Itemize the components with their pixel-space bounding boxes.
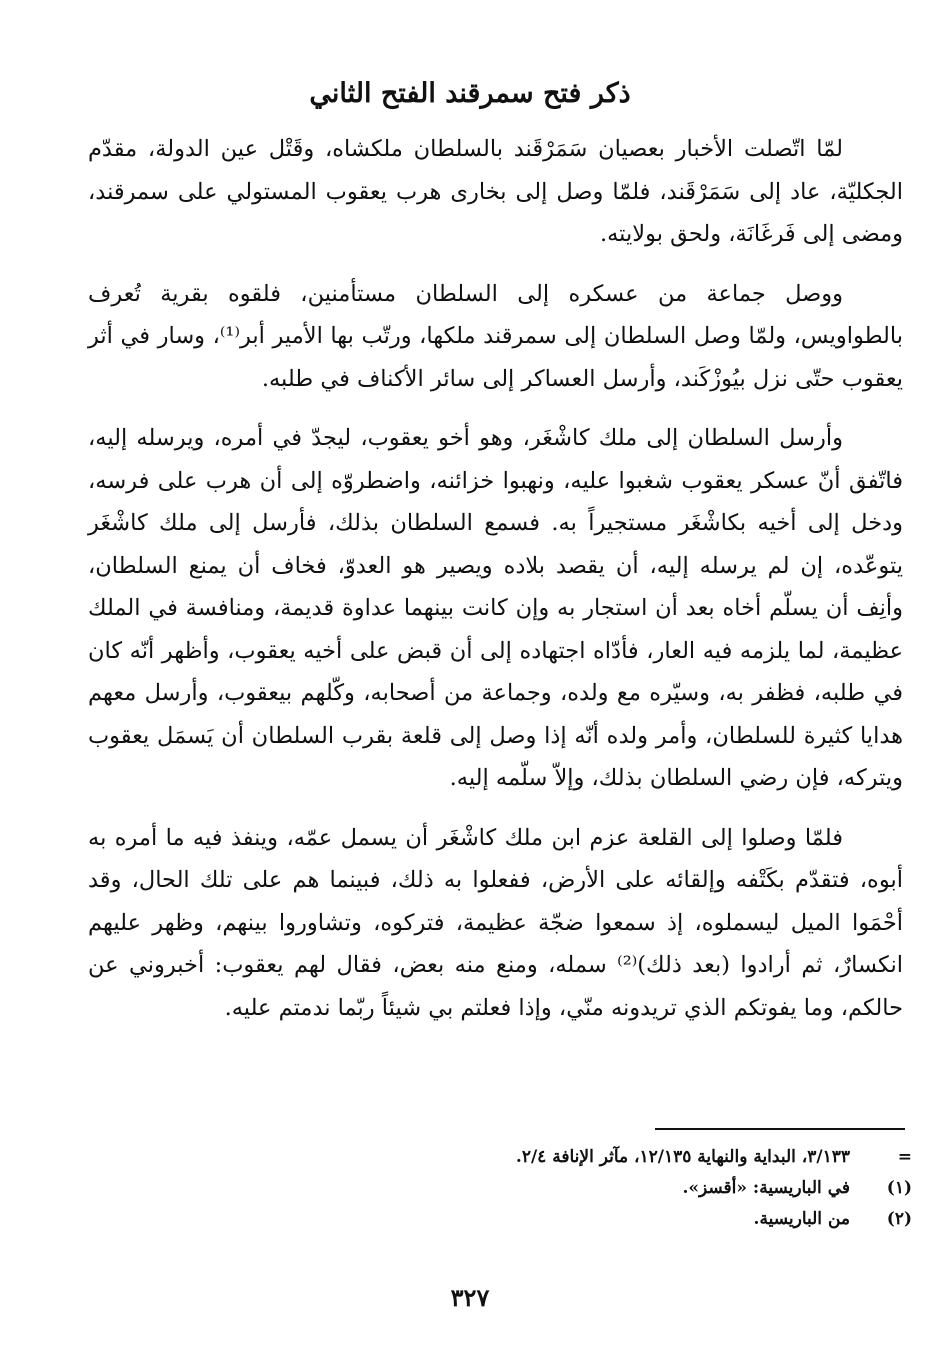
footnote-text: ٣/١٣٣، البداية والنهاية ١٢/١٣٥، مآثر الإنافة ٢/٤. xyxy=(515,1147,850,1167)
paragraph-1: لمّا اتّصلت الأخبار بعصيان سَمَرْقَند بالسلطان ملكشاه، وقَتْل عين الدولة، مقدّم الجكليّة، عاد إلى سَمَرْقَند، فلمّا وصل إلى بخارى هرب يعقوب المستولي على سمرقند، ومضى إلى فَرغَانَة، ولحق بولايته. xyxy=(88,136,903,247)
footnotes xyxy=(300,1142,912,1235)
footnote-marker: (٢) xyxy=(886,1209,912,1229)
footnote-marker: (١) xyxy=(886,1178,912,1198)
paragraph-2: ووصل جماعة من عسكره إلى السلطان مستأمنين، فلقوه بقرية تُعرف بالطواويس، ولمّا وصل السلطان إلى سمرقند ملكها، ورتّب بها الأمير أبر⁽¹⁾، وسار في أثر يعقوب حتّى نزل بيُوزْكَند، وأرسل العساكر إلى سائر الأكناف في طلبه. xyxy=(88,280,904,392)
footnote-1 xyxy=(300,1173,912,1204)
body-text xyxy=(88,128,903,1046)
footnote-2 xyxy=(300,1204,912,1235)
footnote-marker: = xyxy=(897,1147,912,1167)
footnote-divider xyxy=(655,1128,905,1130)
page-number: ٣٢٧ xyxy=(450,1283,490,1312)
footnote-text: في الباريسية: «أقسز». xyxy=(682,1178,850,1198)
chapter-heading: ذكر فتح سمرقند الفتح الثاني xyxy=(309,78,631,109)
footnote-text: من الباريسية. xyxy=(753,1209,850,1229)
paragraph-3: وأرسل السلطان إلى ملك كاشْغَر، وهو أخو يعقوب، ليجدّ في أمره، ويرسله إليه، فاتّفق أنّ عسكر يعقوب شغبوا عليه، ونهبوا خزائنه، واضطروّه إلى أن هرب على فرسه، ودخل إلى أخيه بكاشْغَر مستجيراً به. فسمع السلطان بذلك، فأرسل إلى ملك كاشْغَر يتوعّده، إن لم يرسله إليه، أن يقصد بلاده ويصير هو العدوّ، فخاف أن يمنع السلطان، وأنِف أن يسلّم أخاه بعد أن استجار به وإن كانت بينهما عداوة قديمة، ومنافسة في الملك عظيمة، لما يلزمه فيه العار، فأدّاه اجتهاده إلى أن قبض على أخيه يعقوب، وأظهر أنّه كان في طلبه، فظفر به، وسيّره مع ولده، وجماعة من أصحابه، وكّلهم بيعقوب، وأرسل معهم هدايا كثيرة للسلطان، وأمر ولده أنّه إذا وصل إلى قلعة بقرب السلطان أن يَسمَل يعقوب ويتركه، فإن رضي السلطان بذلك، وإلاّ سلّمه إليه. xyxy=(88,425,903,791)
footnote-continuation xyxy=(300,1142,912,1173)
paragraph-4: فلمّا وصلوا إلى القلعة عزم ابن ملك كاشْغَر أن يسمل عمّه، وينفذ فيه ما أمره به أبوه، فتقدّم بكَتْفه وإلقائه على الأرض، ففعلوا به ذلك، فبينما هم على تلك الحال، وقد أحْمَوا الميل ليسملوه، إذ سمعوا ضجّة عظيمة، فتركوه، وتشاوروا بينهم، وظهر عليهم انكسارٌ، ثم أرادوا (بعد ذلك)⁽²⁾ سمله، ومنع منه بعض، فقال لهم يعقوب: أخبروني عن حالكم، وما يفوتكم الذي تريدونه منّي، وإذا فعلتم بي شيئاً ربّما ندمتم عليه. xyxy=(88,824,903,1021)
